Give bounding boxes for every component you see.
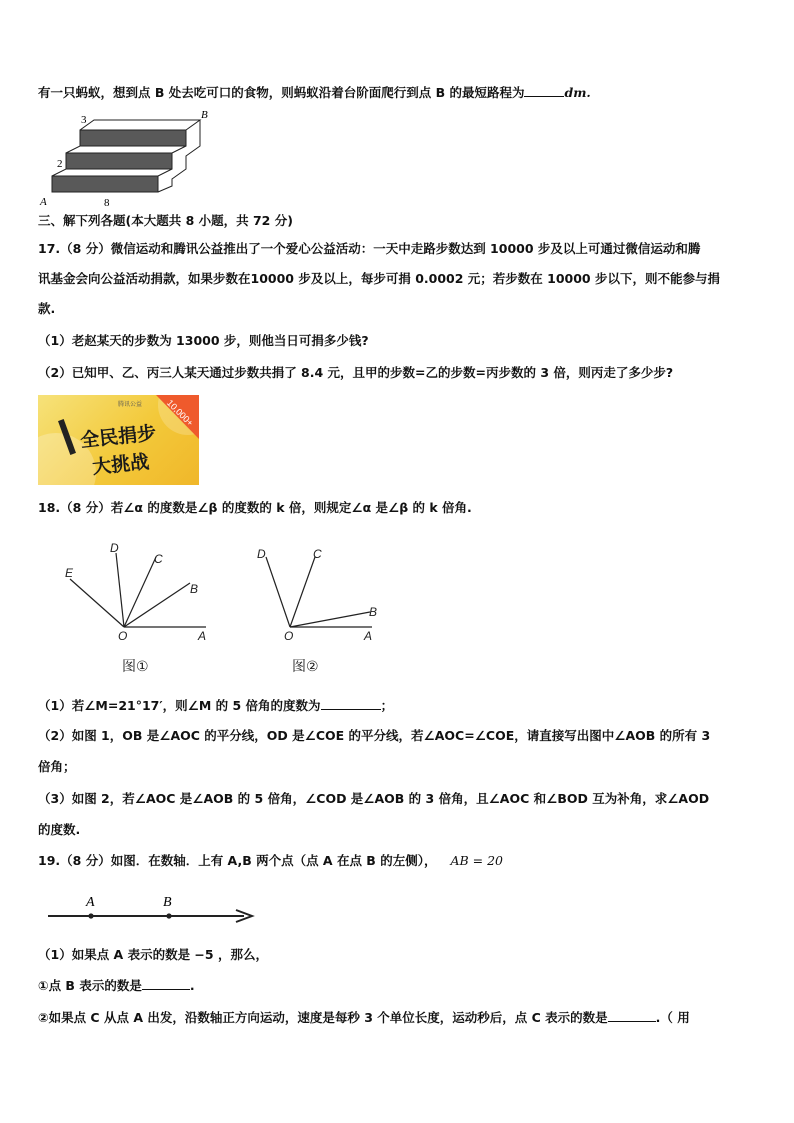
banner-art: [38, 395, 199, 485]
q18-sub1-answer-blank[interactable]: [321, 697, 381, 710]
stair-label-A: A: [40, 196, 47, 208]
banner-title-line2: 大挑战: [91, 450, 151, 479]
q17-line2: 讯基金会向公益活动捐款，如果步数在10000 步及以上，每步可捐 0.0002 元；若步数在 10000 步以下，则不能参与捐: [38, 271, 720, 286]
fig2-label-C: C: [313, 547, 322, 561]
fig2-label-B: B: [369, 605, 378, 619]
fig1-label-D: D: [110, 541, 119, 555]
staircase-figure: [38, 106, 228, 210]
stair-label-3: 3: [81, 114, 87, 126]
fig1-label-E: E: [65, 566, 74, 580]
section-heading: 三、解下列各题(本大题共 8 小题，共 72 分): [38, 213, 293, 228]
q18-sub2-line1: （2）如图 1，OB 是∠AOC 的平分线，OD 是∠COE 的平分线，若∠AOC=∠COE，请直接写出图中∠AOB 的所有 3: [38, 728, 711, 743]
point-B: [166, 913, 171, 918]
q17-sub1: （1）老赵某天的步数为 13000 步，则他当日可捐多少钱?: [38, 333, 369, 348]
fig1-label-O: O: [118, 629, 128, 643]
q19-item2-answer-blank[interactable]: [608, 1009, 656, 1022]
fig2-label-O: O: [284, 629, 294, 643]
banner-badge-text: 10,000+: [164, 397, 196, 429]
number-line-label-A: A: [86, 895, 95, 910]
banner-title-line1: 全民捐步: [79, 422, 158, 452]
q19-formula: AB = 20: [450, 853, 503, 868]
q19-intro: 19.（8 分）如图．在数轴．上有 A,B 两个点（点 A 在点 B 的左侧）， AB = 20: [38, 853, 503, 868]
q19-item1: ①点 B 表示的数是 .: [38, 978, 195, 993]
stair-tread-top: [80, 120, 200, 130]
ray-OD-2: [266, 557, 290, 627]
q18-sub2-line2: 倍角；: [38, 759, 76, 774]
q17-line1: 17.（8 分）微信运动和腾讯公益推出了一个爱心公益活动：一天中走路步数达到 10000 步及以上可通过微信运动和腾: [38, 241, 701, 256]
stair-label-B: B: [201, 109, 208, 121]
fig2-label-D: D: [257, 547, 266, 561]
angle-figure-2: [250, 540, 390, 680]
step-donation-banner: [38, 395, 199, 485]
fig1-label-C: C: [154, 552, 163, 566]
ray-OB-2: [290, 612, 370, 627]
number-line-label-B: B: [163, 895, 172, 910]
q16-answer-blank[interactable]: [524, 84, 564, 97]
ray-OC-2: [290, 557, 315, 627]
ray-OE-1: [70, 579, 124, 627]
stair-step-bottom: [52, 176, 158, 192]
q17-line3: 款.: [38, 301, 56, 316]
q17-sub2: （2）已知甲、乙、丙三人某天通过步数共捐了 8.4 元，且甲的步数=乙的步数=丙步数的 3 倍，则丙走了多少步?: [38, 365, 674, 380]
stair-tread-middle: [66, 146, 186, 153]
fig2-label-A: A: [364, 629, 373, 643]
stair-step-middle: [66, 153, 172, 169]
q18-sub1: （1）若∠M=21°17′，则∠M 的 5 倍角的度数为 ；: [38, 698, 394, 713]
q18-sub3-line2: 的度数.: [38, 822, 81, 837]
stair-label-2: 2: [57, 158, 63, 170]
angle-figure-1: [60, 540, 220, 680]
q18-sub3-line1: （3）如图 2，若∠AOC 是∠AOB 的 5 倍角，∠COD 是∠AOB 的 3 倍角，且∠AOC 和∠BOD 互为补角，求∠AOD: [38, 791, 710, 806]
fig1-caption: 图①: [122, 659, 149, 675]
q16-text: 有一只蚂蚁，想到点 B 处去吃可口的食物，则蚂蚁沿着台阶面爬行到点 B 的最短路程为 dm.: [38, 85, 591, 100]
fig1-label-B: B: [190, 582, 199, 596]
stair-tread-bottom: [52, 169, 172, 176]
q19-sub1: （1）如果点 A 表示的数是 −5 ，那么，: [38, 947, 268, 962]
stair-step-top: [80, 130, 186, 146]
number-line-figure: [44, 893, 260, 927]
point-A: [88, 913, 93, 918]
q19-item2: ②如果点 C 从点 A 出发，沿数轴正方向运动，速度是每秒 3 个单位长度，运动秒后，点 C 表示的数是 .（ 用: [38, 1010, 690, 1025]
fig2-caption: 图②: [292, 659, 319, 675]
q19-item1-answer-blank[interactable]: [142, 977, 190, 990]
ray-OD-1: [116, 553, 124, 627]
stair-label-8: 8: [104, 197, 110, 209]
fig1-label-A: A: [198, 629, 207, 643]
banner-brand: 腾讯公益: [118, 401, 143, 408]
q18-intro: 18.（8 分）若∠α 的度数是∠β 的度数的 k 倍，则规定∠α 是∠β 的 k 倍角.: [38, 500, 472, 515]
